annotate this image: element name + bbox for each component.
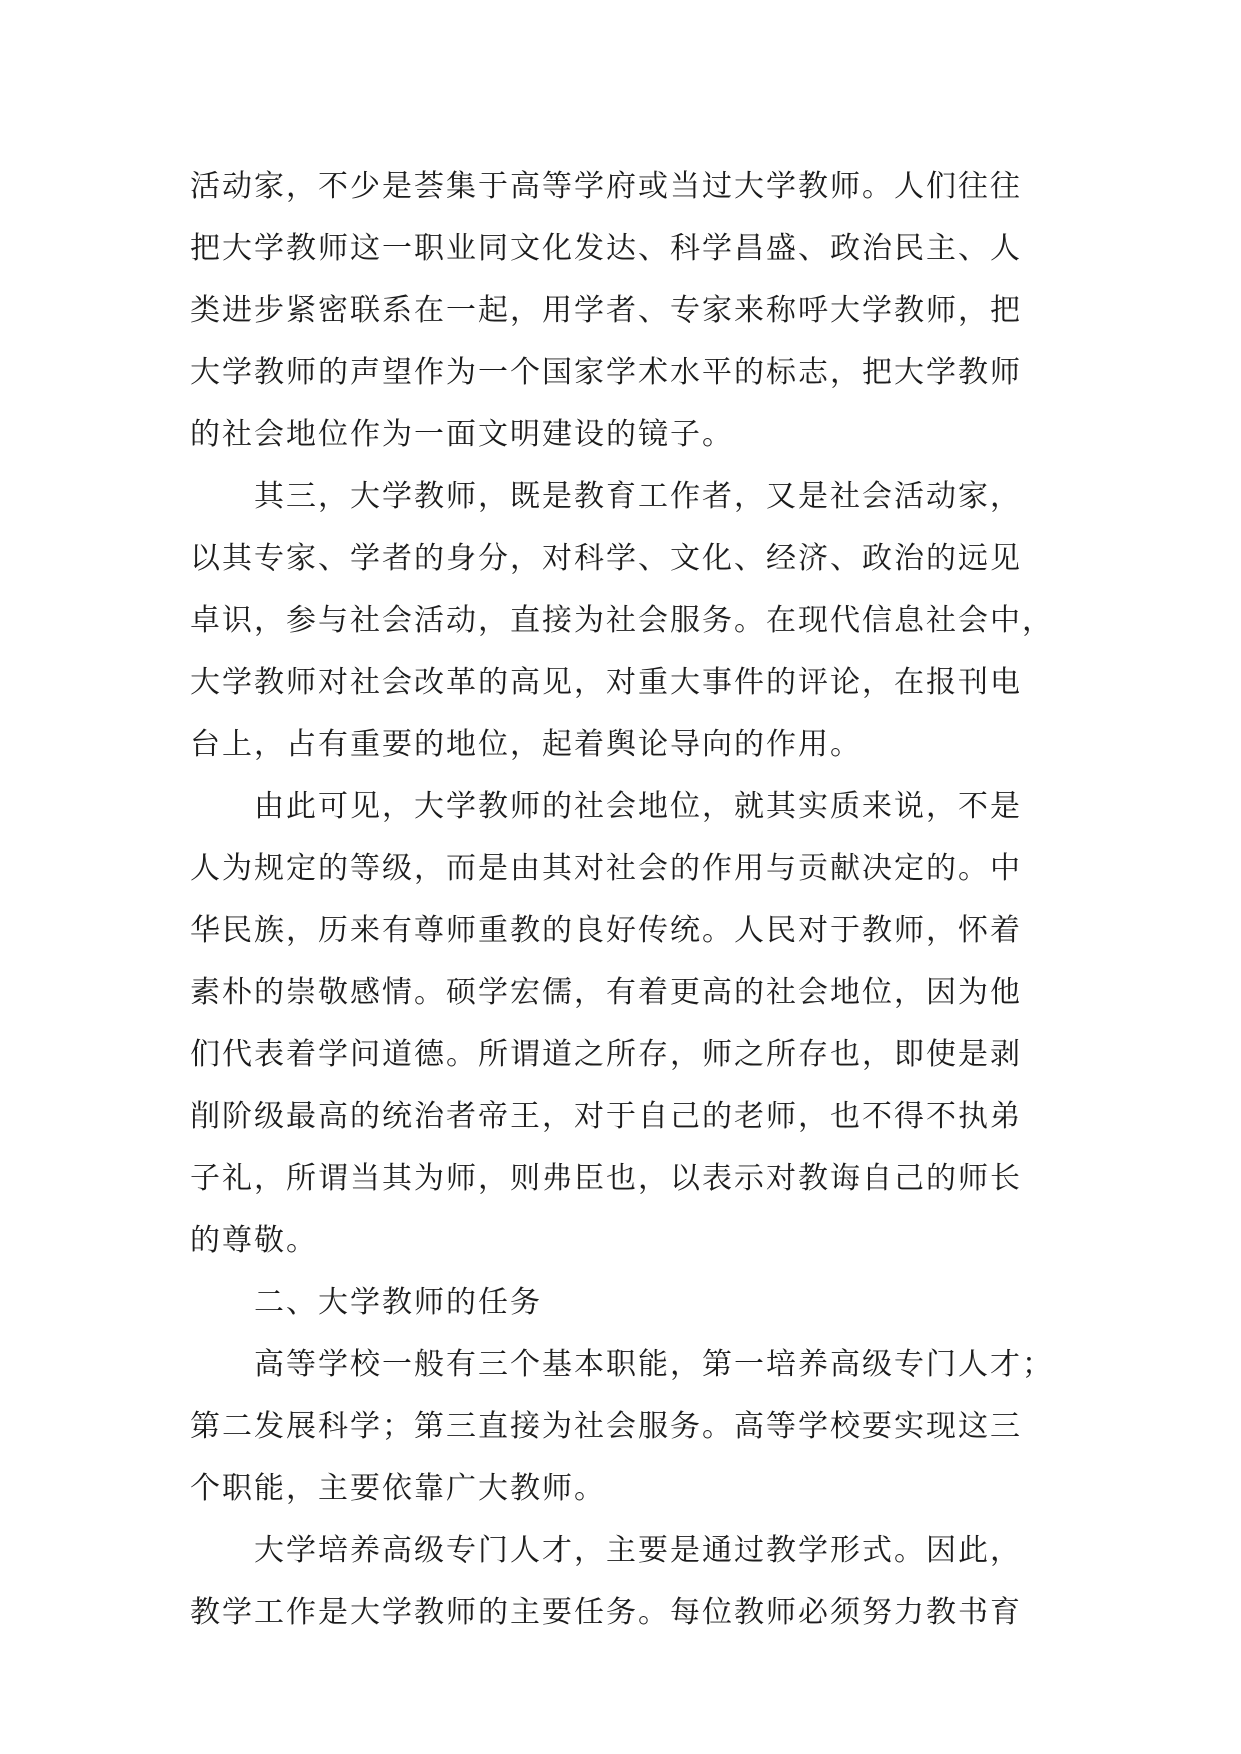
text-line: 以其专家、学者的身分，对科学、文化、经济、政治的远见 — [190, 541, 1022, 576]
text-line: 活动家，不少是荟集于高等学府或当过大学教师。人们往往 — [190, 169, 1022, 204]
text-line: 人为规定的等级，而是由其对社会的作用与贡献决定的。中 — [190, 851, 1022, 886]
text-line: 华民族，历来有尊师重教的良好传统。人民对于教师，怀着 — [190, 913, 1022, 948]
text-line: 大学教师的声望作为一个国家学术水平的标志，把大学教师 — [190, 355, 1022, 390]
text-line: 第二发展科学；第三直接为社会服务。高等学校要实现这三 — [190, 1409, 1022, 1444]
text-line: 子礼，所谓当其为师，则弗臣也，以表示对教诲自己的师长 — [190, 1161, 1022, 1196]
text-line: 台上，占有重要的地位，起着舆论导向的作用。 — [190, 727, 862, 762]
text-line: 个职能，主要依靠广大教师。 — [190, 1471, 606, 1506]
text-line: 二、大学教师的任务 — [254, 1285, 542, 1320]
text-line: 卓识，参与社会活动，直接为社会服务。在现代信息社会中， — [190, 603, 1054, 638]
text-line: 大学教师对社会改革的高见，对重大事件的评论，在报刊电 — [190, 665, 1022, 700]
text-line: 把大学教师这一职业同文化发达、科学昌盛、政治民主、人 — [190, 231, 1022, 266]
text-line: 高等学校一般有三个基本职能，第一培养高级专门人才； — [254, 1347, 1054, 1382]
text-line: 大学培养高级专门人才，主要是通过教学形式。因此， — [254, 1533, 1022, 1568]
text-line: 素朴的崇敬感情。硕学宏儒，有着更高的社会地位，因为他 — [190, 975, 1022, 1010]
text-line: 教学工作是大学教师的主要任务。每位教师必须努力教书育 — [190, 1595, 1022, 1630]
text-line: 们代表着学问道德。所谓道之所存，师之所存也，即使是剥 — [190, 1037, 1022, 1072]
text-line: 类进步紧密联系在一起，用学者、专家来称呼大学教师，把 — [190, 293, 1022, 328]
document-body — [190, 156, 1060, 1644]
text-line: 的社会地位作为一面文明建设的镜子。 — [190, 417, 734, 452]
text-line: 的尊敬。 — [190, 1223, 318, 1258]
text-line: 削阶级最高的统治者帝王，对于自己的老师，也不得不执弟 — [190, 1099, 1022, 1134]
text-line: 由此可见，大学教师的社会地位，就其实质来说，不是 — [254, 789, 1022, 824]
text-line: 其三，大学教师，既是教育工作者，又是社会活动家， — [254, 479, 1022, 514]
